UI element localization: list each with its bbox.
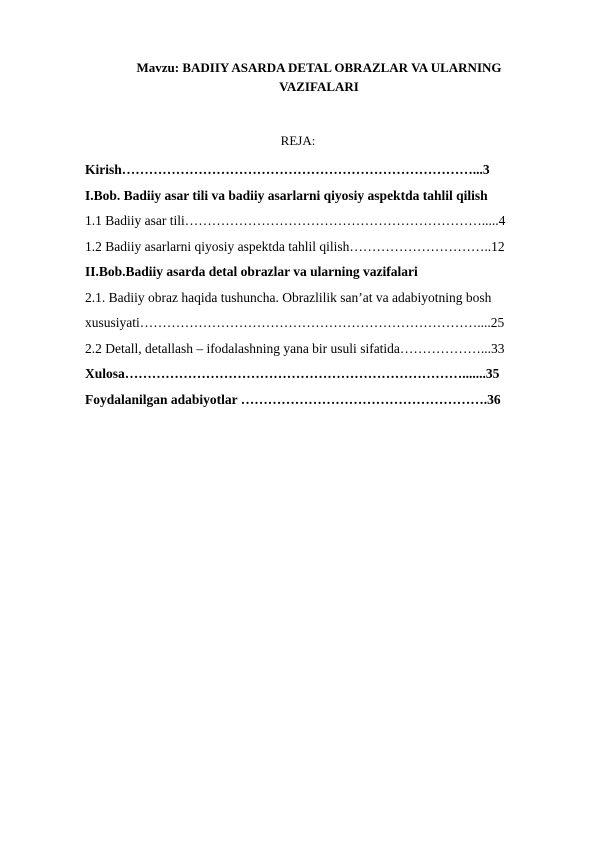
toc-entry-introduction: Kirish……………………………………………………………………...3	[85, 162, 490, 177]
toc-section-1-2: 1.2 Badiiy asarlarni qiyosiy aspektda tahlil qilish…………………………..12	[85, 238, 505, 254]
toc-entry-references: Foydalanilgan adabiyotlar ……………………………………………….36	[85, 391, 501, 407]
document-title: Mavzu: BADIIY ASARDA DETAL OBRAZLAR VA ULARNING VAZIFALARI	[136, 60, 502, 94]
toc-section-1-1: 1.1 Badiiy asar tili………………………………………………………….....4	[85, 213, 506, 228]
plan-heading: REJA:	[280, 133, 316, 148]
toc-section-2-1-continued: xususiyati…………………………………………………………………....25	[85, 315, 505, 330]
toc-chapter-1: I.Bob. Badiiy asar tili va badiiy asarlarni qiyosiy aspektda tahlil qilish	[85, 187, 488, 203]
toc-section-2-2: 2.2 Detall, detallash – ifodalashning yana bir usuli sifatida………………...33	[85, 340, 505, 356]
table-of-contents	[85, 157, 555, 412]
toc-entry-conclusion: Xulosa………………………………………………………………….......35	[85, 366, 500, 381]
toc-chapter-2: II.Bob.Badiiy asarda detal obrazlar va ularning vazifalari	[85, 264, 418, 279]
toc-section-2-1: 2.1. Badiiy obraz haqida tushuncha. Obrazlilik san’at va adabiyotning bosh	[85, 289, 492, 305]
